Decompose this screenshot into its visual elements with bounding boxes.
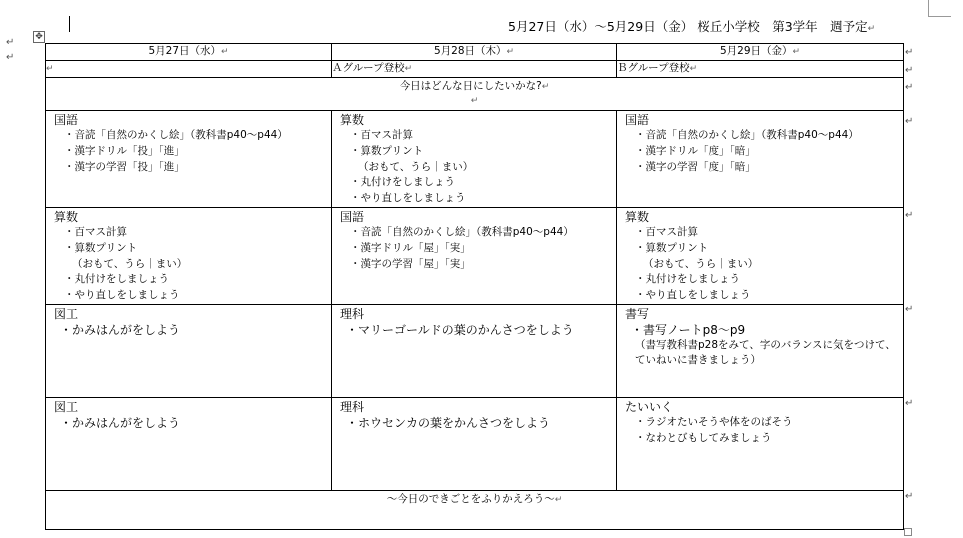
- task-item: ・百マス計算: [350, 129, 413, 141]
- lesson-cell[interactable]: [617, 397, 904, 490]
- day-cell[interactable]: 5月29日（金）↵: [617, 44, 904, 61]
- lesson-cell[interactable]: [46, 397, 332, 490]
- page-corner-mark: [928, 0, 951, 17]
- page-title: 5月27日（水）～5月29日（金） 桜丘小学校 第3学年 週予定↵: [508, 19, 876, 34]
- subject-label: 国語: [54, 113, 79, 127]
- period-row: [46, 304, 904, 397]
- lesson-cell[interactable]: [332, 207, 617, 304]
- day-cell[interactable]: 5月28日（木）↵: [332, 44, 617, 61]
- row-end-mark: ↵: [905, 491, 914, 502]
- task-item: ・やり直しをしましょう: [350, 192, 466, 205]
- table-resize-handle[interactable]: [904, 528, 912, 536]
- lesson-cell[interactable]: [332, 397, 617, 490]
- task-item: ・百マス計算: [635, 225, 698, 238]
- task-item: ・音読「自然のかくし絵」（教科書p40～p44）: [635, 129, 859, 141]
- group-row: [46, 61, 904, 78]
- task-item: ・かみはんがをしよう: [60, 415, 181, 430]
- task-item: ・ホウセンカの葉をかんさつをしよう: [346, 415, 551, 430]
- subject-label: 国語: [340, 209, 365, 224]
- task-item: ・漢字の学習「屋」「実」: [350, 257, 471, 270]
- subject-label: 図工: [54, 306, 79, 321]
- lesson-cell[interactable]: [46, 111, 332, 208]
- task-item: ・丸付けをしましょう: [64, 273, 169, 286]
- task-item: ・漢字の学習「度」「暗」: [635, 160, 756, 173]
- group-cell[interactable]: Ａグループ登校↵: [332, 61, 617, 78]
- row-end-mark: ↵: [905, 116, 914, 127]
- task-item: （書写教科書p28をみて、字のバランスに気をつけて、ていねいに書きましょう）: [635, 338, 896, 367]
- lesson-cell[interactable]: [46, 207, 332, 304]
- task-item: ・ラジオたいそうや体をのばそう: [635, 415, 793, 428]
- lesson-cell[interactable]: [332, 304, 617, 397]
- row-end-mark: ↵: [905, 65, 914, 76]
- subject-label: たいいく: [625, 399, 674, 414]
- task-item: ・書写ノートp8～p9: [631, 322, 746, 337]
- period-row: [46, 207, 904, 304]
- task-item: ・なわとびもしてみましょう: [635, 431, 772, 444]
- task-item: ・かみはんがをしよう: [60, 322, 181, 337]
- lesson-cell[interactable]: [46, 304, 332, 397]
- lesson-cell[interactable]: [617, 111, 904, 208]
- task-item: （おもて、うら｜まい）: [643, 257, 759, 270]
- task-item: ・音読「自然のかくし絵」（教科書p40～p44）: [350, 225, 574, 238]
- row-end-mark: ↵: [905, 82, 914, 93]
- task-item: ・マリーゴールドの葉のかんさつをしよう: [346, 322, 574, 337]
- subject-label: 算数: [625, 209, 650, 224]
- subject-label: 理科: [340, 399, 365, 414]
- task-item: ・やり直しをしましょう: [635, 289, 751, 302]
- subject-label: 書写: [625, 306, 650, 321]
- subject-label: 算数: [340, 113, 365, 127]
- task-item: ・丸付けをしましょう: [635, 273, 740, 286]
- period-row: [46, 397, 904, 490]
- task-item: （おもて、うら｜まい）: [358, 160, 474, 173]
- group-cell[interactable]: ↵: [46, 61, 332, 78]
- row-end-mark: ↵: [905, 304, 914, 315]
- subject-label: 図工: [54, 399, 79, 414]
- task-item: ・漢字ドリル「投」「進」: [64, 144, 185, 157]
- subject-label: 理科: [340, 306, 365, 321]
- lesson-cell[interactable]: [332, 111, 617, 208]
- lesson-cell[interactable]: [617, 304, 904, 397]
- task-item: ・漢字ドリル「屋」「実」: [350, 241, 471, 254]
- task-item: ・算数プリント: [64, 241, 138, 254]
- paragraph-mark: ↵: [6, 37, 15, 48]
- reflection-row: [46, 490, 904, 529]
- task-item: ・漢字の学習「投」「進」: [64, 160, 185, 173]
- subject-label: 算数: [54, 209, 79, 224]
- task-item: ・百マス計算: [64, 225, 127, 238]
- group-cell[interactable]: Ｂグループ登校↵: [617, 61, 904, 78]
- task-item: ・算数プリント: [635, 241, 709, 254]
- row-end-mark: ↵: [905, 210, 914, 221]
- task-item: （おもて、うら｜まい）: [72, 257, 188, 270]
- lesson-cell[interactable]: [617, 207, 904, 304]
- day-cell[interactable]: 5月27日（水）↵: [46, 44, 332, 61]
- task-item: ・漢字ドリル「度」「暗」: [635, 144, 756, 157]
- reflection-cell[interactable]: ～今日のできごとをふりかえろう～↵: [46, 490, 904, 529]
- task-item: ・やり直しをしましょう: [64, 289, 180, 302]
- task-item: ・音読「自然のかくし絵」（教科書p40～p44）: [64, 129, 288, 141]
- goal-cell[interactable]: 今日はどんな日にしたいかな?↵ ↵: [46, 78, 904, 111]
- period-row: [46, 111, 904, 208]
- row-end-mark: ↵: [905, 398, 914, 409]
- task-item: ・丸付けをしましょう: [350, 176, 455, 189]
- schedule-table: [45, 43, 904, 530]
- day-header-row: [46, 44, 904, 61]
- subject-label: 国語: [625, 113, 650, 127]
- task-item: ・算数プリント: [350, 144, 424, 157]
- table-move-handle-icon[interactable]: ✥: [33, 31, 45, 43]
- text-cursor: [69, 16, 70, 32]
- paragraph-mark: ↵: [6, 52, 15, 63]
- row-end-mark: ↵: [905, 47, 914, 58]
- goal-row: [46, 78, 904, 111]
